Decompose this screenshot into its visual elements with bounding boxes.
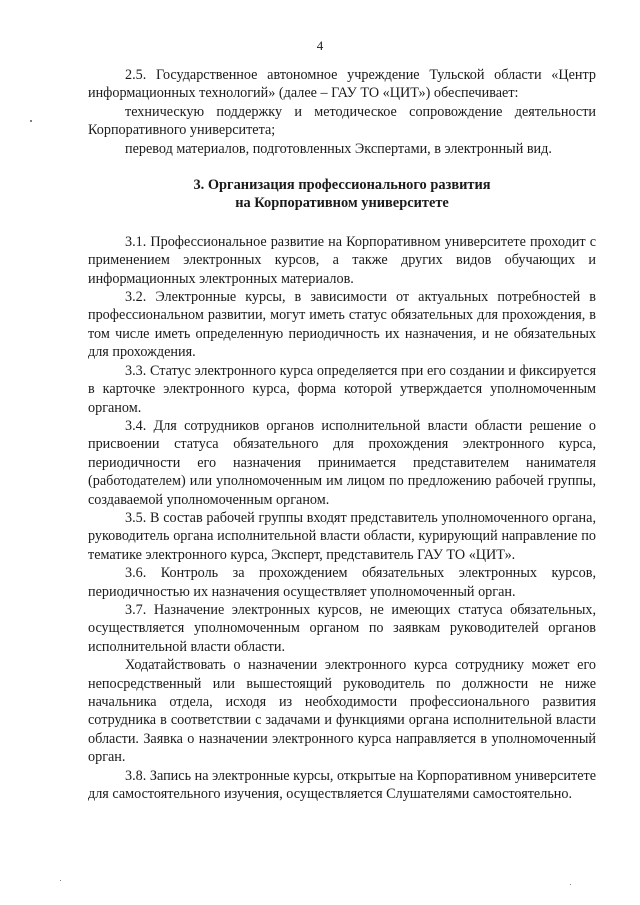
section-heading-line-1: 3. Организация профессионального развития bbox=[193, 177, 491, 194]
paragraph-3-7: 3.7. Назначение электронных курсов, не имеющих статуса обязательных, осуществляется уполномоченным органом по заявкам руководителей органов исполнительной власти области. bbox=[88, 601, 596, 655]
page-number: 4 bbox=[316, 38, 324, 53]
scan-speck bbox=[570, 884, 571, 885]
paragraph-3-8: 3.8. Запись на электронные курсы, открытые на Корпоративном университете для самостоятельного изучения, осуществляется Слушателями самостоятельно. bbox=[88, 767, 596, 803]
scan-speck bbox=[60, 880, 61, 881]
paragraph-petition: Ходатайствовать о назначении электронного курса сотруднику может его непосредственный или вышестоящий руководитель по должности не ниже начальника отдела, исходя из необходимости профессионального развития сотрудника в соответствии с задачами и функциями органа исполнительной власти области. Заявка о назначении электронного курса направляется в уполномоченный орган. bbox=[88, 657, 596, 766]
paragraph-3-3: 3.3. Статус электронного курса определяется при его создании и фиксируется в карточке электронного курса, форма которой утверждается уполномоченным органом. bbox=[88, 362, 596, 416]
paragraph-3-6: 3.6. Контроль за прохождением обязательных электронных курсов, периодичностью их назначения осуществляет уполномоченный орган. bbox=[88, 565, 596, 600]
section-heading-line-2: на Корпоративном университете bbox=[235, 195, 449, 212]
section-heading bbox=[88, 176, 596, 213]
document-body bbox=[88, 66, 596, 803]
paragraph-3-4: 3.4. Для сотрудников органов исполнительной власти области решение о присвоении статуса обязательного для прохождения электронного курса, периодичности его назначения принимается представителем нанимателя (работодателем) или уполномоченным им лицом по предложению рабочей группы, создаваемой уполномоченным органом. bbox=[88, 417, 596, 508]
paragraph-technical-support: техническую поддержку и методическое сопровождение деятельности Корпоративного университета; bbox=[88, 103, 596, 139]
paragraph-translation: перевод материалов, подготовленных Экспертами, в электронный вид. bbox=[125, 140, 552, 157]
paragraph-2-5: 2.5. Государственное автономное учреждение Тульской области «Центр информационных технологий» (далее – ГАУ ТО «ЦИТ») обеспечивает: bbox=[88, 67, 596, 102]
paragraph-3-5: 3.5. В состав рабочей группы входят представитель уполномоченного органа, руководитель органа исполнительной власти области, курирующий направление по тематике электронного курса, Эксперт, представитель ГАУ ТО «ЦИТ». bbox=[88, 509, 596, 563]
paragraph-3-2: 3.2. Электронные курсы, в зависимости от актуальных потребностей в профессиональном развитии, могут иметь статус обязательных для прохождения, в том числе иметь определенную периодичность их назначения, и не обязательных для прохождения. bbox=[88, 289, 596, 361]
paragraph-3-1: 3.1. Профессиональное развитие на Корпоративном университете проходит с применением электронных курсов, а также других видов обучающих и информационных электронных материалов. bbox=[88, 233, 596, 287]
scan-speck bbox=[30, 120, 32, 122]
